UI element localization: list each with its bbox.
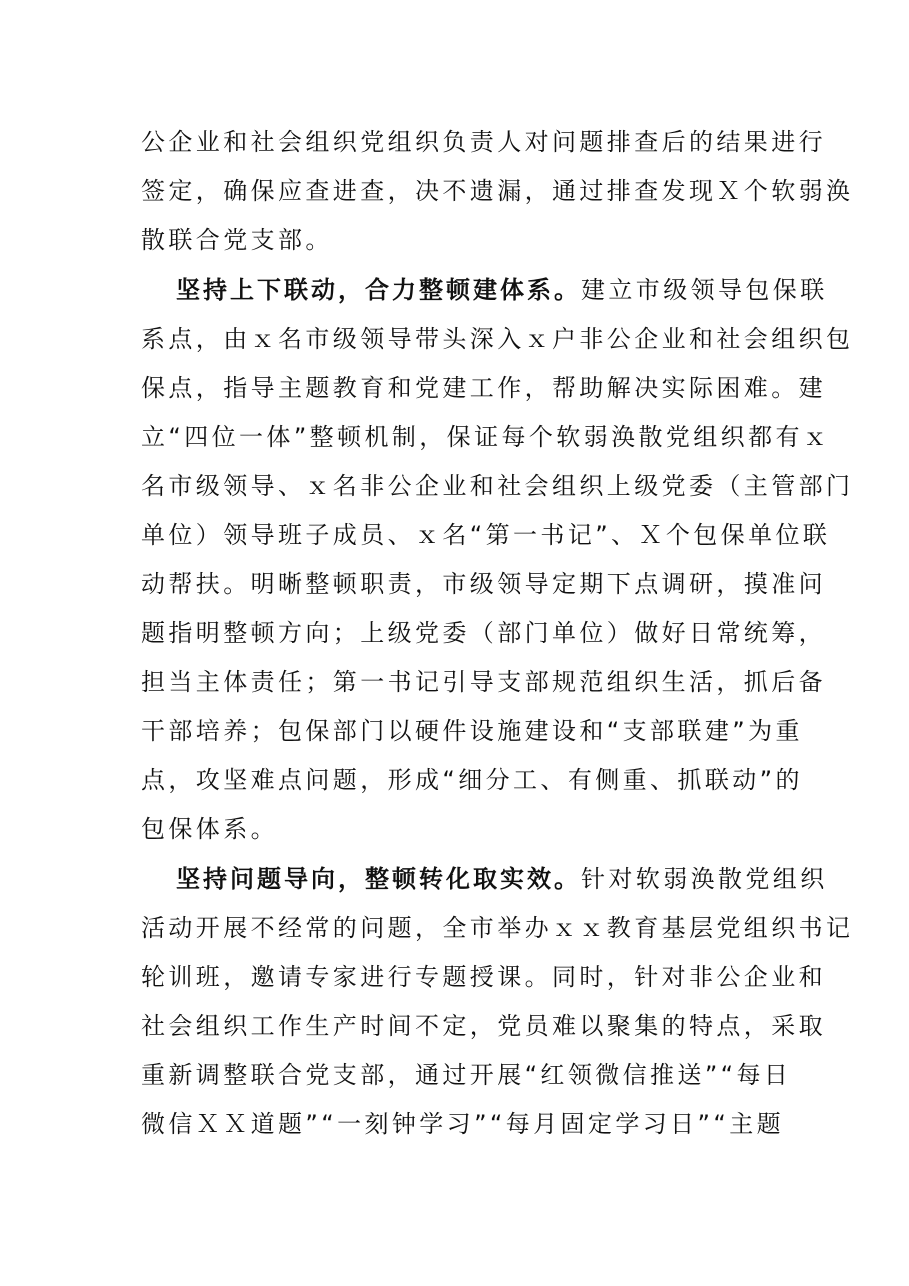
- paragraph-heading: 坚持问题导向，整顿转化取实效。: [176, 865, 581, 893]
- text-line: 立“四位一体”整顿机制，保证每个软弱涣散党组织都有ｘ: [141, 423, 831, 451]
- text-line: 点，攻坚难点问题，形成“细分工、有侧重、抓联动”的: [141, 766, 803, 794]
- text-line: 签定，确保应查进查，决不遗漏，通过排查发现Ｘ个软弱涣: [141, 177, 854, 205]
- text-line: 系点，由ｘ名市级领导带头深入ｘ户非公企业和社会组织包: [141, 325, 854, 353]
- text-line: 包保体系。: [141, 815, 278, 843]
- text-line: 保点，指导主题教育和党建工作，帮助解决实际困难。建: [141, 374, 826, 402]
- paragraph-first-line: [176, 270, 828, 310]
- paragraph-heading: 坚持上下联动，合力整顿建体系。: [176, 276, 581, 304]
- text-line: 干部培养；包保部门以硬件设施建设和“支部联建”为重: [141, 717, 803, 745]
- text-line: 名市级领导、ｘ名非公企业和社会组织上级党委（主管部门: [141, 472, 854, 500]
- text-line: 社会组织工作生产时间不定，党员难以聚集的特点，采取: [141, 1012, 826, 1040]
- text-line: 活动开展不经常的问题，全市举办ｘｘ教育基层党组织书记: [141, 914, 854, 942]
- text-line: 轮训班，邀请专家进行专题授课。同时，针对非公企业和: [141, 963, 826, 991]
- text-line: 微信ＸＸ道题”“一刻钟学习”“每月固定学习日”“主题: [141, 1110, 784, 1138]
- text-line: 动帮扶。明晰整顿职责，市级领导定期下点调研，摸准问: [141, 570, 826, 598]
- text-line: 题指明整顿方向；上级党委（部门单位）做好日常统筹，: [141, 619, 826, 647]
- paragraph-text: 建立市级领导包保联: [581, 276, 828, 304]
- text-line: 公企业和社会组织党组织负责人对问题排查后的结果进行: [141, 128, 826, 156]
- text-line: 重新调整联合党支部，通过开展“红领微信推送”“每日: [141, 1061, 792, 1089]
- text-line: 单位）领导班子成员、ｘ名“第一书记”、Ｘ个包保单位联: [141, 521, 831, 549]
- paragraph-first-line: [176, 859, 828, 899]
- paragraph-text: 针对软弱涣散党组织: [581, 865, 828, 893]
- text-line: 担当主体责任；第一书记引导支部规范组织生活，抓后备: [141, 668, 826, 696]
- text-line: 散联合党支部。: [141, 226, 333, 254]
